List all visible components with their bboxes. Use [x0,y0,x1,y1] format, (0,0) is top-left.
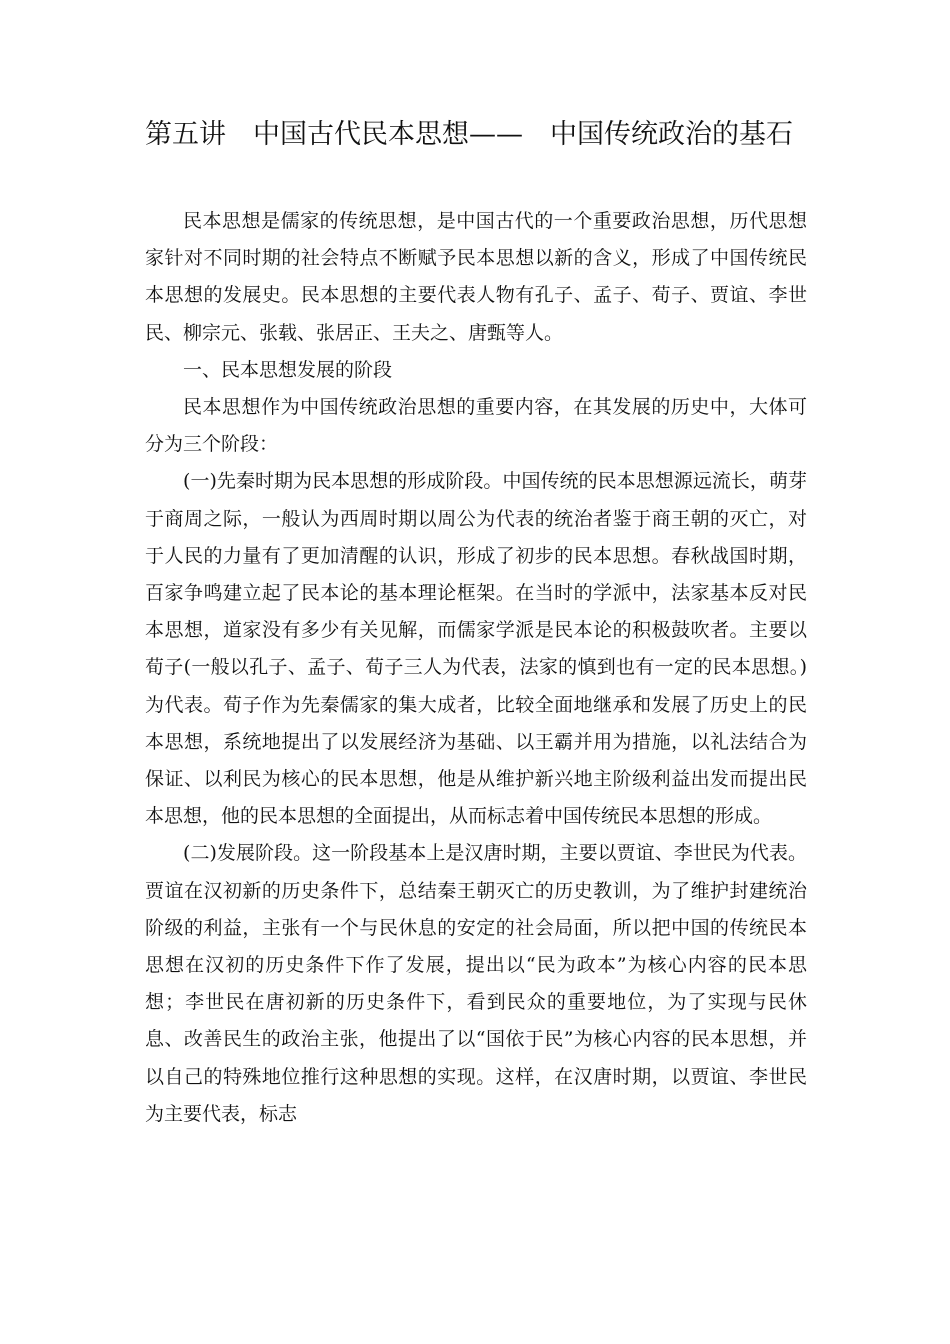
paragraph-stage-one: (一)先秦时期为民本思想的形成阶段。中国传统的民本思想源远流长，萌芽于商周之际，一般认为西周时期以周公为代表的统治者鉴于商王朝的灭亡，对于人民的力量有了更加清醒的认识，形成了初步的民本思想。春秋战国时期，百家争鸣建立起了民本论的基本理论框架。在当时的学派中，法家基本反对民本思想，道家没有多少有关见解，而儒家学派是民本论的积极鼓吹者。主要以荀子(一般以孔子、孟子、荀子三人为代表，法家的慎到也有一定的民本思想。)为代表。荀子作为先秦儒家的集大成者，比较全面地继承和发展了历史上的民本思想，系统地提出了以发展经济为基础、以王霸并用为措施，以礼法结合为保证、以利民为核心的民本思想，他是从维护新兴地主阶级利益出发而提出民本思想，他的民本思想的全面提出，从而标志着中国传统民本思想的形成。 [145,470,807,828]
document-title: 第五讲 中国古代民本思想—— 中国传统政治的基石 [145,119,793,150]
document-body [145,203,807,1133]
section-heading: 一、民本思想发展的阶段 [183,358,393,381]
paragraph-stages-overview: 民本思想作为中国传统政治思想的重要内容，在其发展的历史中，大体可分为三个阶段： [145,396,807,456]
paragraph-intro: 民本思想是儒家的传统思想，是中国古代的一个重要政治思想，历代思想家针对不同时期的社会特点不断赋予民本思想以新的含义，形成了中国传统民本思想的发展史。民本思想的主要代表人物有孔子、孟子、荀子、贾谊、李世民、柳宗元、张载、张居正、王夫之、唐甄等人。 [145,210,807,344]
paragraph-stage-two: (二)发展阶段。这一阶段基本上是汉唐时期，主要以贾谊、李世民为代表。贾谊在汉初新的历史条件下，总结秦王朝灭亡的历史教训，为了维护封建统治阶级的利益，主张有一个与民休息的安定的社会局面，所以把中国的传统民本思想在汉初的历史条件下作了发展，提出以“民为政本”为核心内容的民本思想；李世民在唐初新的历史条件下，看到民众的重要地位，为了实现与民休息、改善民生的政治主张，他提出了以“国依于民”为核心内容的民本思想，并以自己的特殊地位推行这种思想的实现。这样，在汉唐时期，以贾谊、李世民为主要代表，标志 [145,842,807,1125]
